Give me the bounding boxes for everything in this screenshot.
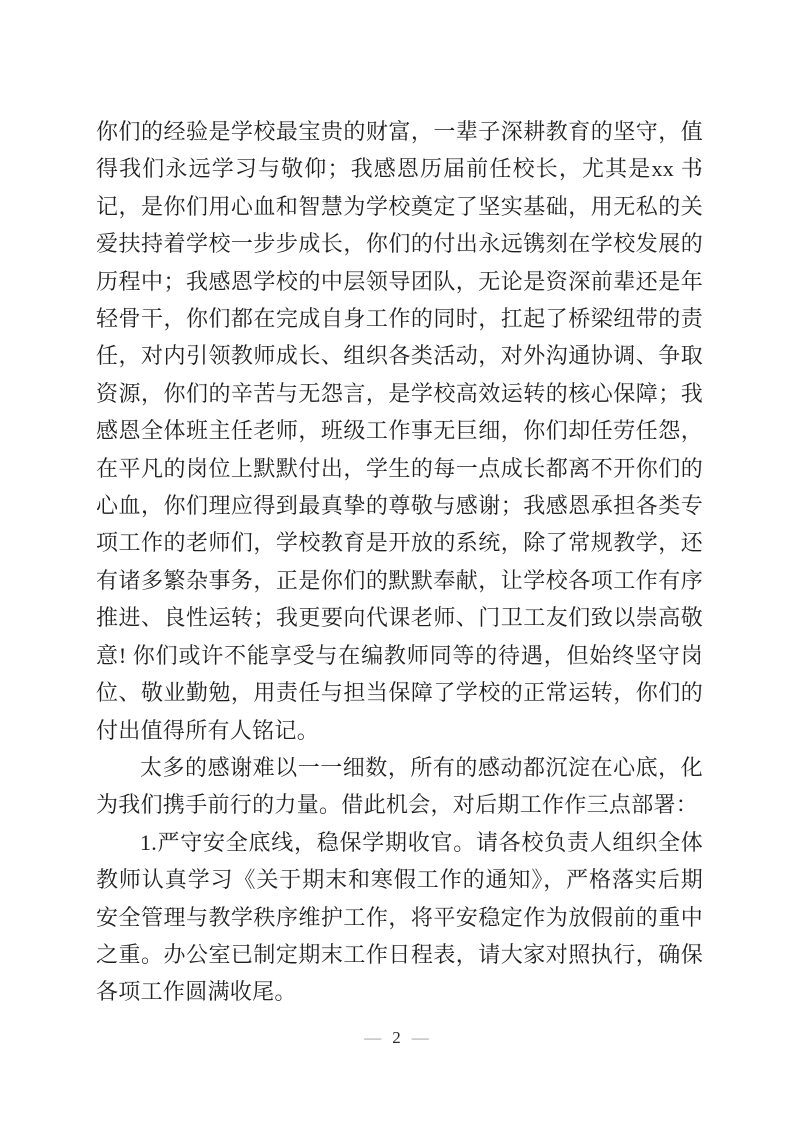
page-number: 2 [392,1028,401,1047]
page-footer [0,1028,793,1048]
paragraph-deployment-item-1: 1.严守安全底线，稳保学期收官。请各校负责人组织全体教师认真学习《关于期末和寒假工作的通知》，严格落实后期安全管理与教学秩序维护工作，将平安稳定作为放假前的重中之重。办公室已制定期末工作日程表，请大家对照执行，确保各项工作圆满收尾。 [96,829,703,1005]
document-body [96,113,703,1011]
footer-dash-right: — [411,1028,429,1047]
paragraph-continuation: 你们的经验是学校最宝贵的财富，一辈子深耕教育的坚守，值得我们永远学习与敬仰；我感恩历届前任校长，尤其是xx 书记，是你们用心血和智慧为学校奠定了坚实基础，用无私的关爱扶持着学校一步步成长，你们的付出永远镌刻在学校发展的历程中；我感恩学校的中层领导团队，无论是资深前辈还是年轻骨干，你们都在完成自身工作的同时，扛起了桥梁纽带的责任，对内引领教师成长、组织各类活动，对外沟通协调、争取资源，你们的辛苦与无怨言，是学校高效运转的核心保障；我感恩全体班主任老师，班级工作事无巨细，你们却任劳任怨，在平凡的岗位上默默付出，学生的每一点成长都离不开你们的心血，你们理应得到最真挚的尊敬与感谢；我感恩承担各类专项工作的老师们，学校教育是开放的系统，除了常规教学，还有诸多繁杂事务，正是你们的默默奉献，让学校各项工作有序推进、良性运转；我更要向代课老师、门卫工友们致以崇高敬意! 你们或许不能享受与在编教师同等的待遇，但始终坚守岗位、敬业勤勉，用责任与担当保障了学校的正常运转，你们的付出值得所有人铭记。 [96,119,703,743]
paragraph-transition: 太多的感谢难以一一细数，所有的感动都沉淀在心底，化为我们携手前行的力量。借此机会，对后期工作作三点部署： [96,754,703,818]
footer-dash-left: — [364,1028,382,1047]
